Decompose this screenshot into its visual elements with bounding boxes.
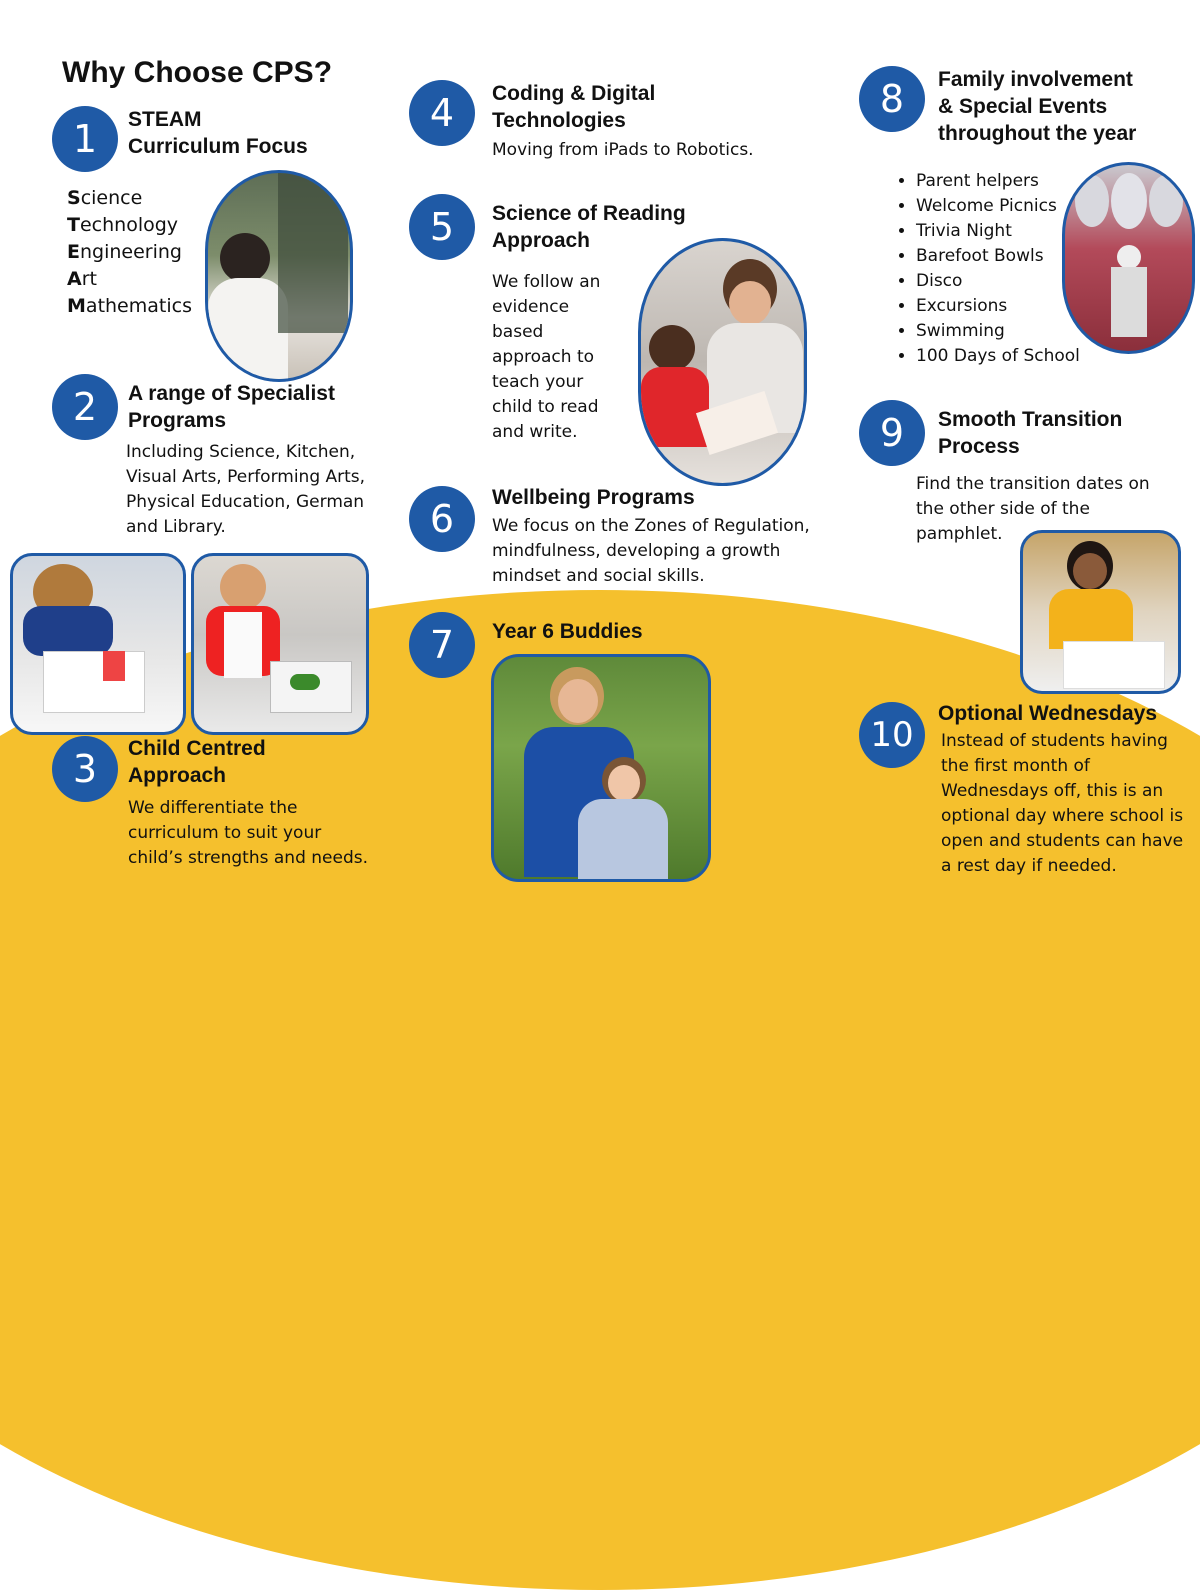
section-4-body: Moving from iPads to Robotics.	[492, 140, 754, 160]
list-item: • Trivia Night	[916, 219, 1080, 244]
number-circle-8: 8	[859, 66, 925, 132]
list-item: • 100 Days of School	[916, 344, 1080, 369]
photo-100-days	[1062, 162, 1195, 354]
photo-year6-buddies	[491, 654, 711, 882]
steam-list: Science Technology Engineering Art Mathematics	[67, 187, 192, 317]
section-8-heading: Family involvement & Special Events throughout the year	[938, 68, 1137, 145]
number-circle-4: 4	[409, 80, 475, 146]
page-title: Why Choose CPS?	[62, 56, 333, 89]
section-5-heading: Science of Reading Approach	[492, 202, 686, 252]
photo-child-kitchen	[191, 553, 369, 735]
photo-teacher-reading	[638, 238, 807, 486]
section-1-heading: STEAM Curriculum Focus	[128, 108, 308, 158]
section-2-body: Including Science, Kitchen, Visual Arts, Performing Arts, Physical Education, German and Library.	[126, 442, 366, 537]
section-3-body: We differentiate the curriculum to suit your child’s strengths and needs.	[128, 798, 369, 868]
section-6-body: We focus on the Zones of Regulation, mindfulness, developing a growth mindset and social skills.	[492, 516, 810, 586]
section-10-heading: Optional Wednesdays	[938, 702, 1157, 725]
number-circle-7: 7	[409, 612, 475, 678]
photo-child-microscope	[205, 170, 353, 382]
number-circle-9: 9	[859, 400, 925, 466]
number-circle-6: 6	[409, 486, 475, 552]
list-item: • Welcome Picnics	[916, 194, 1080, 219]
events-bullet-list	[892, 169, 1080, 369]
section-5-body: We follow an evidence based approach to teach your child to read and write.	[492, 272, 601, 442]
section-9-heading: Smooth Transition Process	[938, 408, 1123, 458]
number-circle-1: 1	[52, 106, 118, 172]
section-6-heading: Wellbeing Programs	[492, 486, 695, 509]
list-item: • Disco	[916, 269, 1080, 294]
section-3-heading: Child Centred Approach	[128, 737, 266, 787]
section-10-body: Instead of students having the first month of Wednesdays off, this is an optional day where school is open and students can have a rest day if needed.	[941, 731, 1184, 876]
list-item: • Swimming	[916, 319, 1080, 344]
photo-child-drawing	[10, 553, 186, 735]
section-9-body: Find the transition dates on the other side of the pamphlet.	[916, 474, 1150, 544]
number-circle-5: 5	[409, 194, 475, 260]
list-item: • Parent helpers	[916, 169, 1080, 194]
number-circle-3: 3	[52, 736, 118, 802]
photo-transition-child	[1020, 530, 1181, 694]
number-circle-2: 2	[52, 374, 118, 440]
section-2-heading: A range of Specialist Programs	[128, 382, 335, 432]
list-item: • Excursions	[916, 294, 1080, 319]
section-4-heading: Coding & Digital Technologies	[492, 82, 656, 132]
section-7-heading: Year 6 Buddies	[492, 620, 643, 643]
number-circle-10: 10	[859, 702, 925, 768]
list-item: • Barefoot Bowls	[916, 244, 1080, 269]
